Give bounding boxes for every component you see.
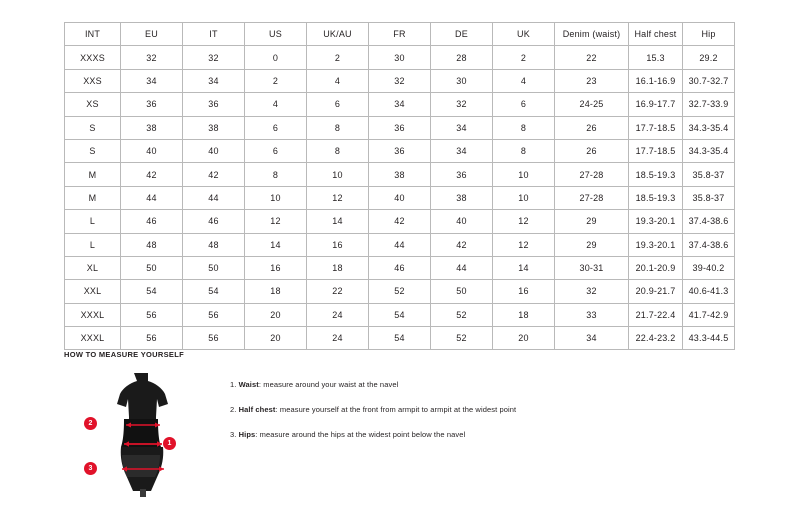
table-cell: 40 [369, 186, 431, 209]
measure-body [64, 369, 734, 499]
table-cell: XXXL [65, 303, 121, 326]
note-index: 2. [230, 405, 239, 414]
table-cell: 46 [183, 210, 245, 233]
table-cell: 24-25 [555, 93, 629, 116]
table-cell: 16 [245, 256, 307, 279]
table-cell: 46 [369, 256, 431, 279]
table-cell: 20 [245, 303, 307, 326]
table-cell: 42 [431, 233, 493, 256]
table-cell: 14 [245, 233, 307, 256]
table-cell: 42 [121, 163, 183, 186]
table-cell: XXXL [65, 327, 121, 350]
table-cell: 30.7-32.7 [683, 69, 735, 92]
table-cell: 8 [307, 139, 369, 162]
table-cell: 50 [183, 256, 245, 279]
table-cell: 29 [555, 210, 629, 233]
table-cell: 23 [555, 69, 629, 92]
table-cell: 21.7-22.4 [629, 303, 683, 326]
table-cell: 16.9-17.7 [629, 93, 683, 116]
table-cell: 8 [493, 139, 555, 162]
column-header: Denim (waist) [555, 23, 629, 46]
column-header: Hip [683, 23, 735, 46]
marker-1: 1 [163, 437, 176, 450]
table-row [65, 280, 735, 303]
table-cell: 32 [431, 93, 493, 116]
table-cell: XS [65, 93, 121, 116]
table-cell: 19.3-20.1 [629, 233, 683, 256]
note-label: Waist [238, 380, 259, 389]
note-label: Half chest [238, 405, 276, 414]
table-cell: 12 [307, 186, 369, 209]
table-row [65, 303, 735, 326]
table-cell: 29 [555, 233, 629, 256]
table-cell: 38 [431, 186, 493, 209]
table-cell: 56 [183, 327, 245, 350]
table-cell: 52 [431, 303, 493, 326]
note-text: : measure around the hips at the widest point below the navel [255, 430, 466, 439]
table-cell: 34 [121, 69, 183, 92]
table-cell: 44 [369, 233, 431, 256]
table-cell: 40 [121, 139, 183, 162]
table-cell: 12 [493, 210, 555, 233]
table-cell: 34 [369, 93, 431, 116]
table-cell: 10 [245, 186, 307, 209]
table-cell: 18 [245, 280, 307, 303]
size-table [64, 22, 735, 350]
table-cell: 0 [245, 46, 307, 69]
column-header: UK [493, 23, 555, 46]
table-cell: 50 [121, 256, 183, 279]
table-cell: 6 [245, 116, 307, 139]
table-cell: 44 [183, 186, 245, 209]
table-row [65, 116, 735, 139]
table-cell: 52 [431, 327, 493, 350]
table-cell: 22.4-23.2 [629, 327, 683, 350]
table-cell: L [65, 210, 121, 233]
table-row [65, 327, 735, 350]
table-cell: 38 [121, 116, 183, 139]
note-index: 3. [230, 430, 239, 439]
table-row [65, 210, 735, 233]
table-cell: XXL [65, 280, 121, 303]
table-cell: 41.7-42.9 [683, 303, 735, 326]
table-cell: L [65, 233, 121, 256]
table-row [65, 186, 735, 209]
table-cell: 20 [245, 327, 307, 350]
table-cell: 36 [183, 93, 245, 116]
table-cell: 32 [555, 280, 629, 303]
table-cell: 12 [493, 233, 555, 256]
table-cell: 34 [431, 139, 493, 162]
table-cell: 6 [493, 93, 555, 116]
marker-2: 2 [84, 417, 97, 430]
table-row [65, 69, 735, 92]
table-cell: 44 [431, 256, 493, 279]
table-cell: 10 [307, 163, 369, 186]
table-cell: 8 [493, 116, 555, 139]
table-row [65, 46, 735, 69]
table-row [65, 93, 735, 116]
table-cell: 6 [245, 139, 307, 162]
table-cell: 32 [183, 46, 245, 69]
table-cell: 17.7-18.5 [629, 139, 683, 162]
table-cell: S [65, 139, 121, 162]
table-cell: 33 [555, 303, 629, 326]
table-cell: 40 [183, 139, 245, 162]
measure-note [230, 404, 516, 416]
table-row [65, 139, 735, 162]
table-cell: 56 [121, 303, 183, 326]
note-text: : measure yourself at the front from armpit to armpit at the widest point [275, 405, 517, 414]
table-cell: 24 [307, 303, 369, 326]
table-cell: 42 [183, 163, 245, 186]
table-cell: 36 [369, 139, 431, 162]
table-cell: 4 [307, 69, 369, 92]
table-cell: 35.8-37 [683, 163, 735, 186]
table-cell: 56 [183, 303, 245, 326]
table-cell: 27-28 [555, 163, 629, 186]
table-cell: 34.3-35.4 [683, 139, 735, 162]
table-cell: 28 [431, 46, 493, 69]
table-cell: 32 [121, 46, 183, 69]
table-cell: XXS [65, 69, 121, 92]
table-cell: XL [65, 256, 121, 279]
table-row [65, 233, 735, 256]
table-cell: 54 [369, 327, 431, 350]
table-cell: 34 [183, 69, 245, 92]
table-cell: 8 [245, 163, 307, 186]
column-header: US [245, 23, 307, 46]
table-cell: 14 [493, 256, 555, 279]
note-text: : measure around your waist at the navel [258, 380, 399, 389]
table-cell: 4 [493, 69, 555, 92]
table-cell: 6 [307, 93, 369, 116]
table-cell: 44 [121, 186, 183, 209]
table-cell: M [65, 163, 121, 186]
note-index: 1. [230, 380, 239, 389]
measure-note [230, 379, 516, 391]
table-cell: 54 [183, 280, 245, 303]
table-cell: 30 [369, 46, 431, 69]
column-header: DE [431, 23, 493, 46]
table-cell: 48 [121, 233, 183, 256]
column-header: EU [121, 23, 183, 46]
table-header-row [65, 23, 735, 46]
table-cell: 42 [369, 210, 431, 233]
table-cell: 40.6-41.3 [683, 280, 735, 303]
table-cell: 36 [369, 116, 431, 139]
measure-note [230, 429, 516, 441]
note-label: Hips [238, 430, 256, 439]
table-cell: 32.7-33.9 [683, 93, 735, 116]
column-header: INT [65, 23, 121, 46]
table-cell: 4 [245, 93, 307, 116]
table-cell: 10 [493, 163, 555, 186]
table-cell: 20.9-21.7 [629, 280, 683, 303]
table-cell: 17.7-18.5 [629, 116, 683, 139]
table-cell: 22 [307, 280, 369, 303]
table-cell: 8 [307, 116, 369, 139]
column-header: UK/AU [307, 23, 369, 46]
table-cell: S [65, 116, 121, 139]
table-cell: 16 [493, 280, 555, 303]
table-cell: XXXS [65, 46, 121, 69]
table-cell: 30 [431, 69, 493, 92]
table-cell: 10 [493, 186, 555, 209]
table-cell: 34 [431, 116, 493, 139]
table-cell: 46 [121, 210, 183, 233]
table-cell: 36 [121, 93, 183, 116]
table-cell: 30-31 [555, 256, 629, 279]
table-cell: 37.4-38.6 [683, 233, 735, 256]
table-cell: 12 [245, 210, 307, 233]
table-cell: 54 [369, 303, 431, 326]
measure-notes [230, 369, 516, 454]
table-cell: 27-28 [555, 186, 629, 209]
table-cell: 24 [307, 327, 369, 350]
table-cell: 22 [555, 46, 629, 69]
table-cell: 35.8-37 [683, 186, 735, 209]
table-cell: 26 [555, 139, 629, 162]
table-cell: 34.3-35.4 [683, 116, 735, 139]
table-cell: 20 [493, 327, 555, 350]
column-header: IT [183, 23, 245, 46]
table-cell: 16 [307, 233, 369, 256]
table-cell: 43.3-44.5 [683, 327, 735, 350]
table-cell: 48 [183, 233, 245, 256]
table-cell: 36 [431, 163, 493, 186]
table-cell: 40 [431, 210, 493, 233]
table-row [65, 163, 735, 186]
column-header: FR [369, 23, 431, 46]
mannequin-diagram [90, 369, 200, 499]
table-cell: 34 [555, 327, 629, 350]
table-cell: 14 [307, 210, 369, 233]
table-cell: 29.2 [683, 46, 735, 69]
table-cell: 18 [307, 256, 369, 279]
table-cell: 2 [307, 46, 369, 69]
table-cell: 52 [369, 280, 431, 303]
table-cell: 20.1-20.9 [629, 256, 683, 279]
table-cell: 2 [245, 69, 307, 92]
table-cell: 50 [431, 280, 493, 303]
table-cell: M [65, 186, 121, 209]
table-cell: 38 [369, 163, 431, 186]
table-cell: 18.5-19.3 [629, 186, 683, 209]
mannequin-icon [90, 369, 200, 499]
table-cell: 39-40.2 [683, 256, 735, 279]
table-cell: 15.3 [629, 46, 683, 69]
how-to-measure-section [64, 350, 734, 499]
table-cell: 37.4-38.6 [683, 210, 735, 233]
table-cell: 32 [369, 69, 431, 92]
table-cell: 54 [121, 280, 183, 303]
section-title: HOW TO MEASURE YOURSELF [64, 350, 184, 359]
table-row [65, 256, 735, 279]
table-cell: 18.5-19.3 [629, 163, 683, 186]
table-cell: 16.1-16.9 [629, 69, 683, 92]
table-cell: 38 [183, 116, 245, 139]
table-cell: 26 [555, 116, 629, 139]
table-cell: 56 [121, 327, 183, 350]
table-cell: 19.3-20.1 [629, 210, 683, 233]
column-header: Half chest [629, 23, 683, 46]
size-chart [64, 22, 734, 350]
marker-3: 3 [84, 462, 97, 475]
table-cell: 18 [493, 303, 555, 326]
table-cell: 2 [493, 46, 555, 69]
